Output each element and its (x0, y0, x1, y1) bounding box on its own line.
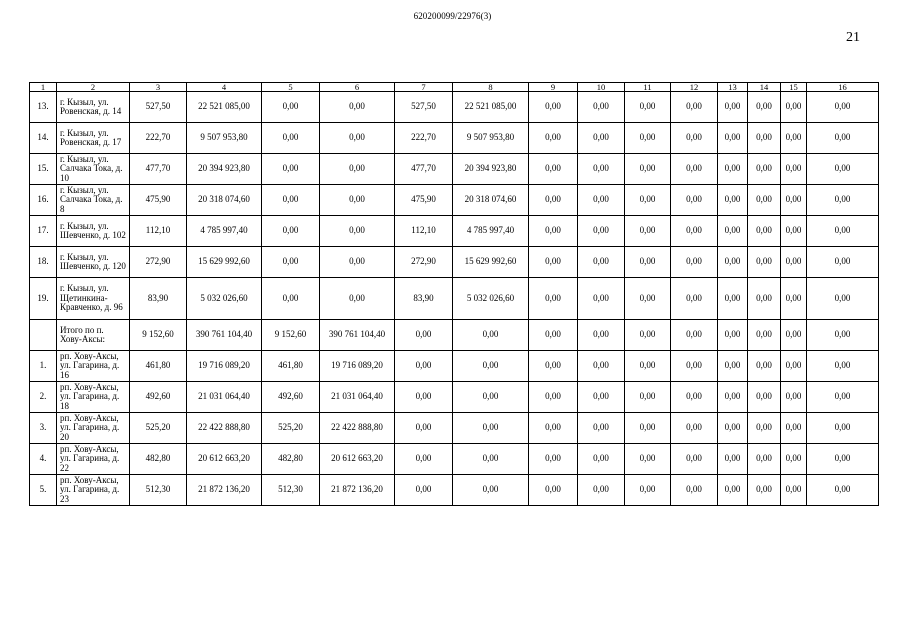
value-cell: 20 612 663,20 (320, 444, 395, 475)
column-header: 6 (320, 83, 395, 92)
value-cell: 0,00 (453, 475, 529, 506)
value-cell: 15 629 992,60 (187, 247, 262, 278)
value-cell: 9 152,60 (130, 320, 187, 351)
value-cell: 272,90 (395, 247, 453, 278)
table-row (30, 92, 879, 123)
value-cell: 0,00 (807, 382, 879, 413)
value-cell: 5 032 026,60 (187, 278, 262, 320)
value-cell: 527,50 (395, 92, 453, 123)
value-cell: 0,00 (748, 444, 781, 475)
table-row (30, 278, 879, 320)
address-cell: г. Кызыл, ул. Салчака Тока, д. 10 (57, 154, 130, 185)
value-cell: 527,50 (130, 92, 187, 123)
value-cell: 0,00 (529, 247, 578, 278)
value-cell: 0,00 (718, 247, 748, 278)
value-cell: 0,00 (395, 413, 453, 444)
value-cell: 0,00 (320, 123, 395, 154)
value-cell: 20 394 923,80 (187, 154, 262, 185)
address-cell: Итого по п. Хову-Аксы: (57, 320, 130, 351)
value-cell: 0,00 (625, 216, 671, 247)
column-header: 11 (625, 83, 671, 92)
value-cell: 0,00 (262, 185, 320, 216)
address-cell: рп. Хову-Аксы, ул. Гагарина, д. 18 (57, 382, 130, 413)
value-cell: 0,00 (748, 92, 781, 123)
value-cell: 0,00 (529, 154, 578, 185)
column-header: 1 (30, 83, 57, 92)
value-cell: 492,60 (130, 382, 187, 413)
column-header: 15 (781, 83, 807, 92)
value-cell: 525,20 (130, 413, 187, 444)
value-cell: 0,00 (625, 278, 671, 320)
value-cell: 0,00 (781, 123, 807, 154)
value-cell: 0,00 (671, 444, 718, 475)
value-cell: 4 785 997,40 (453, 216, 529, 247)
row-index-cell: 18. (30, 247, 57, 278)
value-cell: 0,00 (453, 320, 529, 351)
value-cell: 0,00 (807, 351, 879, 382)
value-cell: 0,00 (395, 444, 453, 475)
row-index-cell: 16. (30, 185, 57, 216)
value-cell: 512,30 (130, 475, 187, 506)
value-cell: 5 032 026,60 (453, 278, 529, 320)
value-cell: 0,00 (395, 320, 453, 351)
value-cell: 0,00 (262, 154, 320, 185)
value-cell: 0,00 (529, 444, 578, 475)
value-cell: 222,70 (395, 123, 453, 154)
value-cell: 0,00 (807, 247, 879, 278)
value-cell: 0,00 (671, 92, 718, 123)
value-cell: 0,00 (395, 475, 453, 506)
value-cell: 0,00 (529, 216, 578, 247)
value-cell: 0,00 (625, 185, 671, 216)
value-cell: 0,00 (718, 278, 748, 320)
value-cell: 272,90 (130, 247, 187, 278)
value-cell: 0,00 (529, 351, 578, 382)
value-cell: 0,00 (748, 351, 781, 382)
value-cell: 0,00 (671, 382, 718, 413)
value-cell: 0,00 (262, 247, 320, 278)
row-index-cell: 1. (30, 351, 57, 382)
value-cell: 0,00 (578, 278, 625, 320)
value-cell: 0,00 (453, 351, 529, 382)
value-cell: 0,00 (807, 278, 879, 320)
value-cell: 0,00 (320, 92, 395, 123)
table-row (30, 320, 879, 351)
row-index-cell (30, 320, 57, 351)
value-cell: 482,80 (262, 444, 320, 475)
table-row (30, 123, 879, 154)
value-cell: 0,00 (578, 413, 625, 444)
value-cell: 9 507 953,80 (453, 123, 529, 154)
value-cell: 0,00 (807, 154, 879, 185)
value-cell: 0,00 (718, 216, 748, 247)
value-cell: 0,00 (807, 444, 879, 475)
column-header: 4 (187, 83, 262, 92)
table-body (30, 83, 879, 506)
value-cell: 0,00 (578, 92, 625, 123)
address-cell: рп. Хову-Аксы, ул. Гагарина, д. 16 (57, 351, 130, 382)
value-cell: 21 872 136,20 (187, 475, 262, 506)
address-cell: г. Кызыл, ул. Ровенская, д. 17 (57, 123, 130, 154)
address-cell: г. Кызыл, ул. Ровенская, д. 14 (57, 92, 130, 123)
value-cell: 0,00 (578, 216, 625, 247)
document-id: 620200099/22976(3) (413, 11, 492, 21)
value-cell: 0,00 (625, 154, 671, 185)
value-cell: 0,00 (625, 320, 671, 351)
value-cell: 0,00 (718, 444, 748, 475)
value-cell: 477,70 (130, 154, 187, 185)
value-cell: 0,00 (395, 351, 453, 382)
row-index-cell: 3. (30, 413, 57, 444)
row-index-cell: 2. (30, 382, 57, 413)
value-cell: 0,00 (625, 444, 671, 475)
table-row (30, 351, 879, 382)
value-cell: 0,00 (671, 351, 718, 382)
value-cell: 0,00 (671, 123, 718, 154)
value-cell: 0,00 (748, 123, 781, 154)
column-header: 14 (748, 83, 781, 92)
value-cell: 0,00 (453, 444, 529, 475)
value-cell: 0,00 (718, 320, 748, 351)
value-cell: 0,00 (320, 154, 395, 185)
data-table (29, 82, 879, 506)
column-header: 12 (671, 83, 718, 92)
value-cell: 461,80 (130, 351, 187, 382)
column-header: 16 (807, 83, 879, 92)
table-row (30, 382, 879, 413)
value-cell: 20 394 923,80 (453, 154, 529, 185)
address-cell: г. Кызыл, ул. Шевченко, д. 102 (57, 216, 130, 247)
address-cell: г. Кызыл, ул. Салчака Тока, д. 8 (57, 185, 130, 216)
value-cell: 0,00 (320, 216, 395, 247)
value-cell: 0,00 (578, 444, 625, 475)
value-cell: 0,00 (718, 185, 748, 216)
value-cell: 0,00 (578, 351, 625, 382)
value-cell: 0,00 (781, 382, 807, 413)
value-cell: 0,00 (671, 413, 718, 444)
value-cell: 0,00 (320, 185, 395, 216)
value-cell: 0,00 (395, 382, 453, 413)
row-index-cell: 17. (30, 216, 57, 247)
value-cell: 0,00 (625, 351, 671, 382)
value-cell: 0,00 (748, 216, 781, 247)
value-cell: 0,00 (671, 475, 718, 506)
table-row (30, 247, 879, 278)
value-cell: 0,00 (529, 413, 578, 444)
value-cell: 0,00 (718, 475, 748, 506)
value-cell: 0,00 (718, 154, 748, 185)
value-cell: 0,00 (807, 92, 879, 123)
value-cell: 390 761 104,40 (187, 320, 262, 351)
value-cell: 0,00 (671, 320, 718, 351)
value-cell: 525,20 (262, 413, 320, 444)
value-cell: 0,00 (578, 247, 625, 278)
value-cell: 22 521 085,00 (453, 92, 529, 123)
address-cell: рп. Хову-Аксы, ул. Гагарина, д. 23 (57, 475, 130, 506)
value-cell: 0,00 (671, 185, 718, 216)
table-row (30, 475, 879, 506)
value-cell: 0,00 (718, 92, 748, 123)
value-cell: 0,00 (578, 475, 625, 506)
value-cell: 0,00 (781, 154, 807, 185)
value-cell: 0,00 (807, 320, 879, 351)
value-cell: 0,00 (578, 154, 625, 185)
value-cell: 0,00 (625, 92, 671, 123)
value-cell: 0,00 (671, 216, 718, 247)
value-cell: 0,00 (529, 475, 578, 506)
value-cell: 0,00 (748, 247, 781, 278)
value-cell: 0,00 (807, 123, 879, 154)
value-cell: 0,00 (320, 247, 395, 278)
value-cell: 83,90 (395, 278, 453, 320)
value-cell: 9 507 953,80 (187, 123, 262, 154)
column-header: 7 (395, 83, 453, 92)
value-cell: 0,00 (781, 413, 807, 444)
value-cell: 22 422 888,80 (320, 413, 395, 444)
row-index-cell: 5. (30, 475, 57, 506)
value-cell: 22 521 085,00 (187, 92, 262, 123)
value-cell: 0,00 (781, 320, 807, 351)
value-cell: 0,00 (262, 92, 320, 123)
value-cell: 0,00 (529, 92, 578, 123)
value-cell: 83,90 (130, 278, 187, 320)
value-cell: 0,00 (748, 475, 781, 506)
address-cell: рп. Хову-Аксы, ул. Гагарина, д. 20 (57, 413, 130, 444)
value-cell: 0,00 (320, 278, 395, 320)
value-cell: 4 785 997,40 (187, 216, 262, 247)
table-row (30, 185, 879, 216)
value-cell: 112,10 (395, 216, 453, 247)
column-header: 8 (453, 83, 529, 92)
page-number: 21 (846, 30, 860, 45)
value-cell: 0,00 (578, 320, 625, 351)
value-cell: 0,00 (718, 351, 748, 382)
value-cell: 20 318 074,60 (453, 185, 529, 216)
value-cell: 0,00 (781, 216, 807, 247)
table-row (30, 444, 879, 475)
value-cell: 512,30 (262, 475, 320, 506)
value-cell: 0,00 (781, 444, 807, 475)
value-cell: 20 612 663,20 (187, 444, 262, 475)
value-cell: 0,00 (807, 413, 879, 444)
value-cell: 0,00 (807, 216, 879, 247)
value-cell: 0,00 (807, 185, 879, 216)
value-cell: 0,00 (718, 413, 748, 444)
value-cell: 112,10 (130, 216, 187, 247)
value-cell: 0,00 (671, 154, 718, 185)
value-cell: 19 716 089,20 (187, 351, 262, 382)
value-cell: 21 031 064,40 (187, 382, 262, 413)
value-cell: 0,00 (781, 92, 807, 123)
column-header: 3 (130, 83, 187, 92)
value-cell: 0,00 (748, 382, 781, 413)
row-index-cell: 4. (30, 444, 57, 475)
address-cell: г. Кызыл, ул. Шевченко, д. 120 (57, 247, 130, 278)
value-cell: 492,60 (262, 382, 320, 413)
row-index-cell: 13. (30, 92, 57, 123)
value-cell: 21 031 064,40 (320, 382, 395, 413)
column-header: 5 (262, 83, 320, 92)
value-cell: 0,00 (529, 382, 578, 413)
value-cell: 0,00 (781, 278, 807, 320)
row-index-cell: 14. (30, 123, 57, 154)
value-cell: 0,00 (262, 278, 320, 320)
value-cell: 20 318 074,60 (187, 185, 262, 216)
value-cell: 0,00 (748, 413, 781, 444)
value-cell: 0,00 (781, 185, 807, 216)
value-cell: 0,00 (748, 278, 781, 320)
value-cell: 0,00 (262, 123, 320, 154)
table-row (30, 413, 879, 444)
row-index-cell: 15. (30, 154, 57, 185)
value-cell: 0,00 (718, 123, 748, 154)
value-cell: 222,70 (130, 123, 187, 154)
value-cell: 0,00 (781, 351, 807, 382)
value-cell: 0,00 (578, 382, 625, 413)
address-cell: г. Кызыл, ул. Щетинкина-Кравченко, д. 96 (57, 278, 130, 320)
value-cell: 0,00 (781, 247, 807, 278)
column-header: 10 (578, 83, 625, 92)
table-row (30, 216, 879, 247)
column-header: 9 (529, 83, 578, 92)
value-cell: 0,00 (625, 123, 671, 154)
value-cell: 475,90 (130, 185, 187, 216)
value-cell: 0,00 (453, 382, 529, 413)
value-cell: 0,00 (262, 216, 320, 247)
value-cell: 19 716 089,20 (320, 351, 395, 382)
column-header: 13 (718, 83, 748, 92)
value-cell: 0,00 (453, 413, 529, 444)
row-index-cell: 19. (30, 278, 57, 320)
value-cell: 0,00 (781, 475, 807, 506)
value-cell: 0,00 (748, 320, 781, 351)
address-cell: рп. Хову-Аксы, ул. Гагарина, д. 22 (57, 444, 130, 475)
value-cell: 0,00 (578, 123, 625, 154)
value-cell: 0,00 (625, 247, 671, 278)
value-cell: 0,00 (529, 185, 578, 216)
column-header: 2 (57, 83, 130, 92)
value-cell: 0,00 (671, 247, 718, 278)
value-cell: 15 629 992,60 (453, 247, 529, 278)
value-cell: 0,00 (529, 123, 578, 154)
value-cell: 21 872 136,20 (320, 475, 395, 506)
value-cell: 0,00 (671, 278, 718, 320)
value-cell: 0,00 (625, 475, 671, 506)
value-cell: 0,00 (807, 475, 879, 506)
value-cell: 0,00 (625, 382, 671, 413)
value-cell: 0,00 (748, 185, 781, 216)
value-cell: 0,00 (529, 320, 578, 351)
table-row (30, 154, 879, 185)
value-cell: 475,90 (395, 185, 453, 216)
value-cell: 9 152,60 (262, 320, 320, 351)
value-cell: 0,00 (718, 382, 748, 413)
value-cell: 22 422 888,80 (187, 413, 262, 444)
value-cell: 482,80 (130, 444, 187, 475)
value-cell: 477,70 (395, 154, 453, 185)
value-cell: 0,00 (748, 154, 781, 185)
value-cell: 0,00 (578, 185, 625, 216)
value-cell: 0,00 (529, 278, 578, 320)
value-cell: 461,80 (262, 351, 320, 382)
value-cell: 0,00 (625, 413, 671, 444)
value-cell: 390 761 104,40 (320, 320, 395, 351)
column-number-row (30, 83, 879, 92)
